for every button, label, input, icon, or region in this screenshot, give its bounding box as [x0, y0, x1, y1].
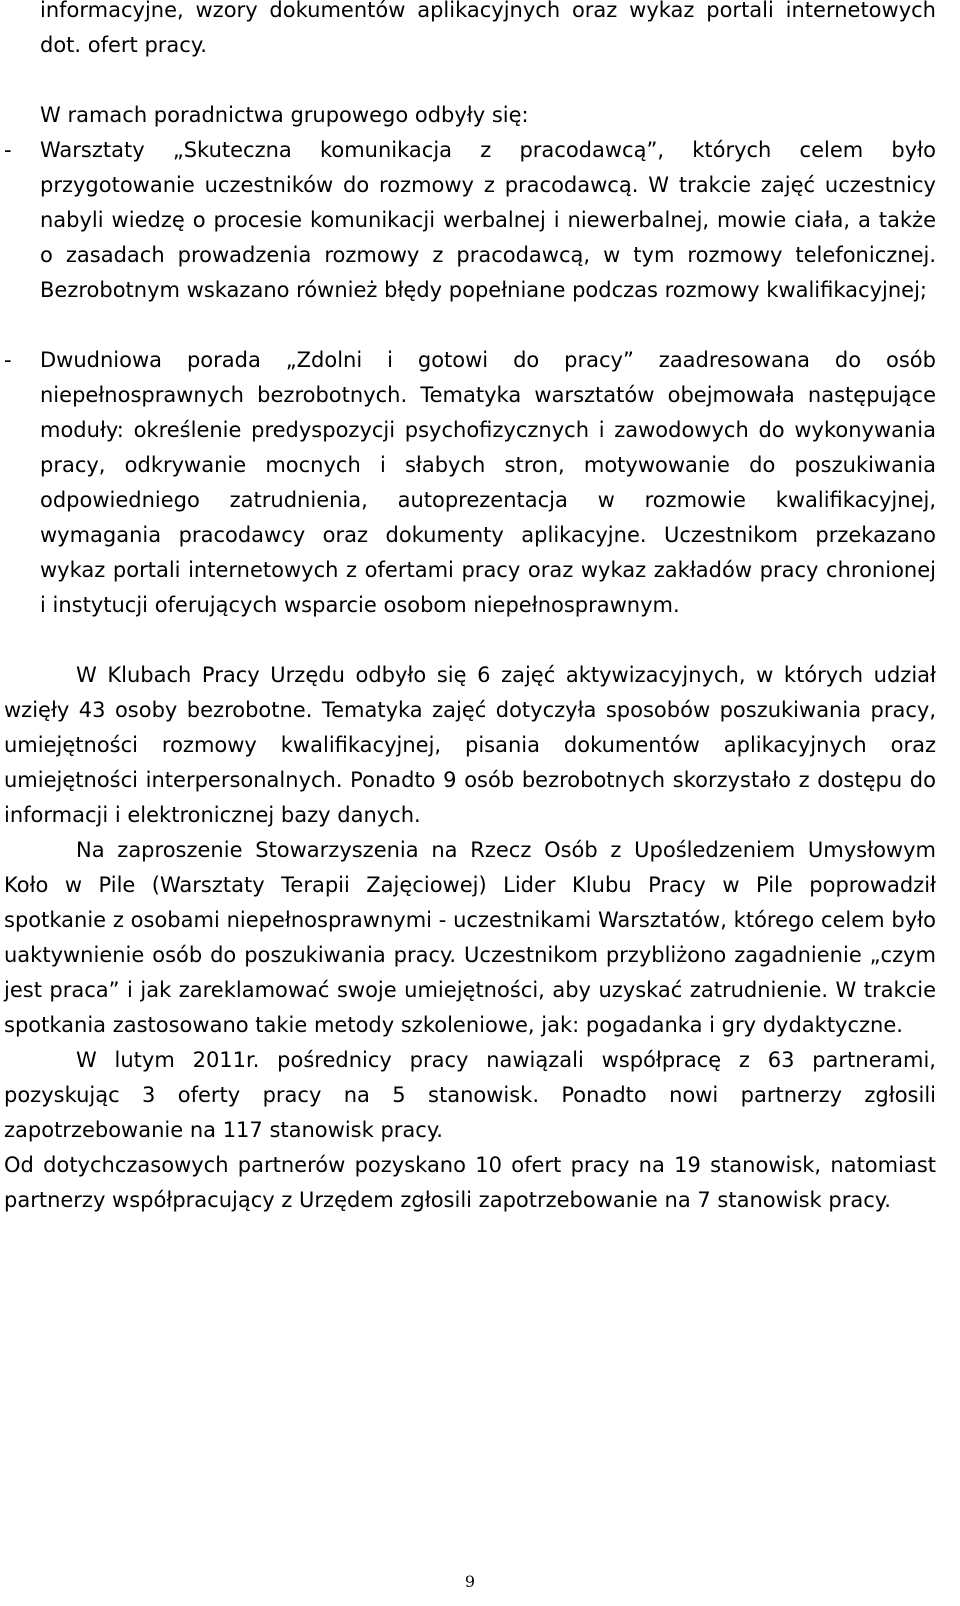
- intro-block: [4, 0, 936, 133]
- list-item-workshops: [4, 133, 936, 308]
- intro-continuation: informacyjne, wzory dokumentów aplikacyjnych oraz wykaz portali internetowych dot. ofert pracy.: [40, 0, 936, 57]
- list-item-text: Warsztaty „Skuteczna komunikacja z pracodawcą”, których celem było przygotowanie uczestników do rozmowy z pracodawcą. W trakcie zajęć uczestnicy nabyli wiedzę o procesie komunikacji werbalnej i niewerbalnej, mowie ciała, a także o zasadach prowadzenia rozmowy z pracodawcą, w tym rozmowy telefonicznej. Bezrobotnym wskazano również błędy popełniane podczas rozmowy kwalifikacyjnej;: [40, 138, 936, 302]
- list-dash: -: [4, 138, 12, 162]
- paragraph-existing-partners: Od dotychczasowych partnerów pozyskano 10 ofert pracy na 19 stanowisk, natomiast partnerzy współpracujący z Urzędem zgłosili zapotrzebowanie na 7 stanowisk pracy.: [4, 1153, 936, 1212]
- spacer: [40, 63, 936, 98]
- page-number: 9: [464, 1572, 476, 1591]
- spacer: [4, 623, 936, 658]
- spacer: [4, 308, 936, 343]
- paragraph-association-meeting: Na zaproszenie Stowarzyszenia na Rzecz Osób z Upośledzeniem Umysłowym Koło w Pile (Warsztaty Terapii Zajęciowej) Lider Klubu Pracy w Pile poprowadził spotkanie z osobami niepełnosprawnymi - uczestnikami Warsztatów, którego celem było uaktywnienie osób do poszukiwania pracy. Uczestnikom przybliżono zagadnienie „czym jest praca” i jak zareklamować swoje umiejętności, aby uzyskać zatrudnienie. W trakcie spotkania zastosowano takie metody szkoleniowe, jak: pogadanka i gry dydaktyczne.: [4, 838, 936, 1037]
- document-body: [4, 0, 936, 1218]
- group-counseling-heading: W ramach poradnictwa grupowego odbyły się:: [40, 103, 529, 127]
- paragraph-job-clubs: W Klubach Pracy Urzędu odbyło się 6 zajęć aktywizacyjnych, w których udział wzięły 43 osoby bezrobotne. Tematyka zajęć dotyczyła sposobów poszukiwania pracy, umiejętności rozmowy kwalifikacyjnej, pisania dokumentów aplikacyjnych oraz umiejętności interpersonalnych. Ponadto 9 osób bezrobotnych skorzystało z dostępu do informacji i elektronicznej bazy danych.: [4, 663, 936, 827]
- list-item-text: Dwudniowa porada „Zdolni i gotowi do pracy” zaadresowana do osób niepełnosprawnych bezrobotnych. Tematyka warsztatów obejmowała następujące moduły: określenie predyspozycji psychofizycznych i zawodowych do wykonywania pracy, odkrywanie mocnych i słabych stron, motywowanie do poszukiwania odpowiedniego zatrudnienia, autoprezentacja w rozmowie kwalifikacyjnej, wymagania pracodawcy oraz dokumenty aplikacyjne. Uczestnikom przekazano wykaz portali internetowych z ofertami pracy oraz wykaz zakładów pracy chronionej i instytucji oferujących wsparcie osobom niepełnosprawnym.: [40, 348, 936, 617]
- list-dash: -: [4, 348, 12, 372]
- paragraph-february-cooperation: W lutym 2011r. pośrednicy pracy nawiązali współpracę z 63 partnerami, pozyskując 3 oferty pracy na 5 stanowisk. Ponadto nowi partnerzy zgłosili zapotrzebowanie na 117 stanowisk pracy.: [4, 1048, 936, 1142]
- list-item-two-day-advice: [4, 343, 936, 623]
